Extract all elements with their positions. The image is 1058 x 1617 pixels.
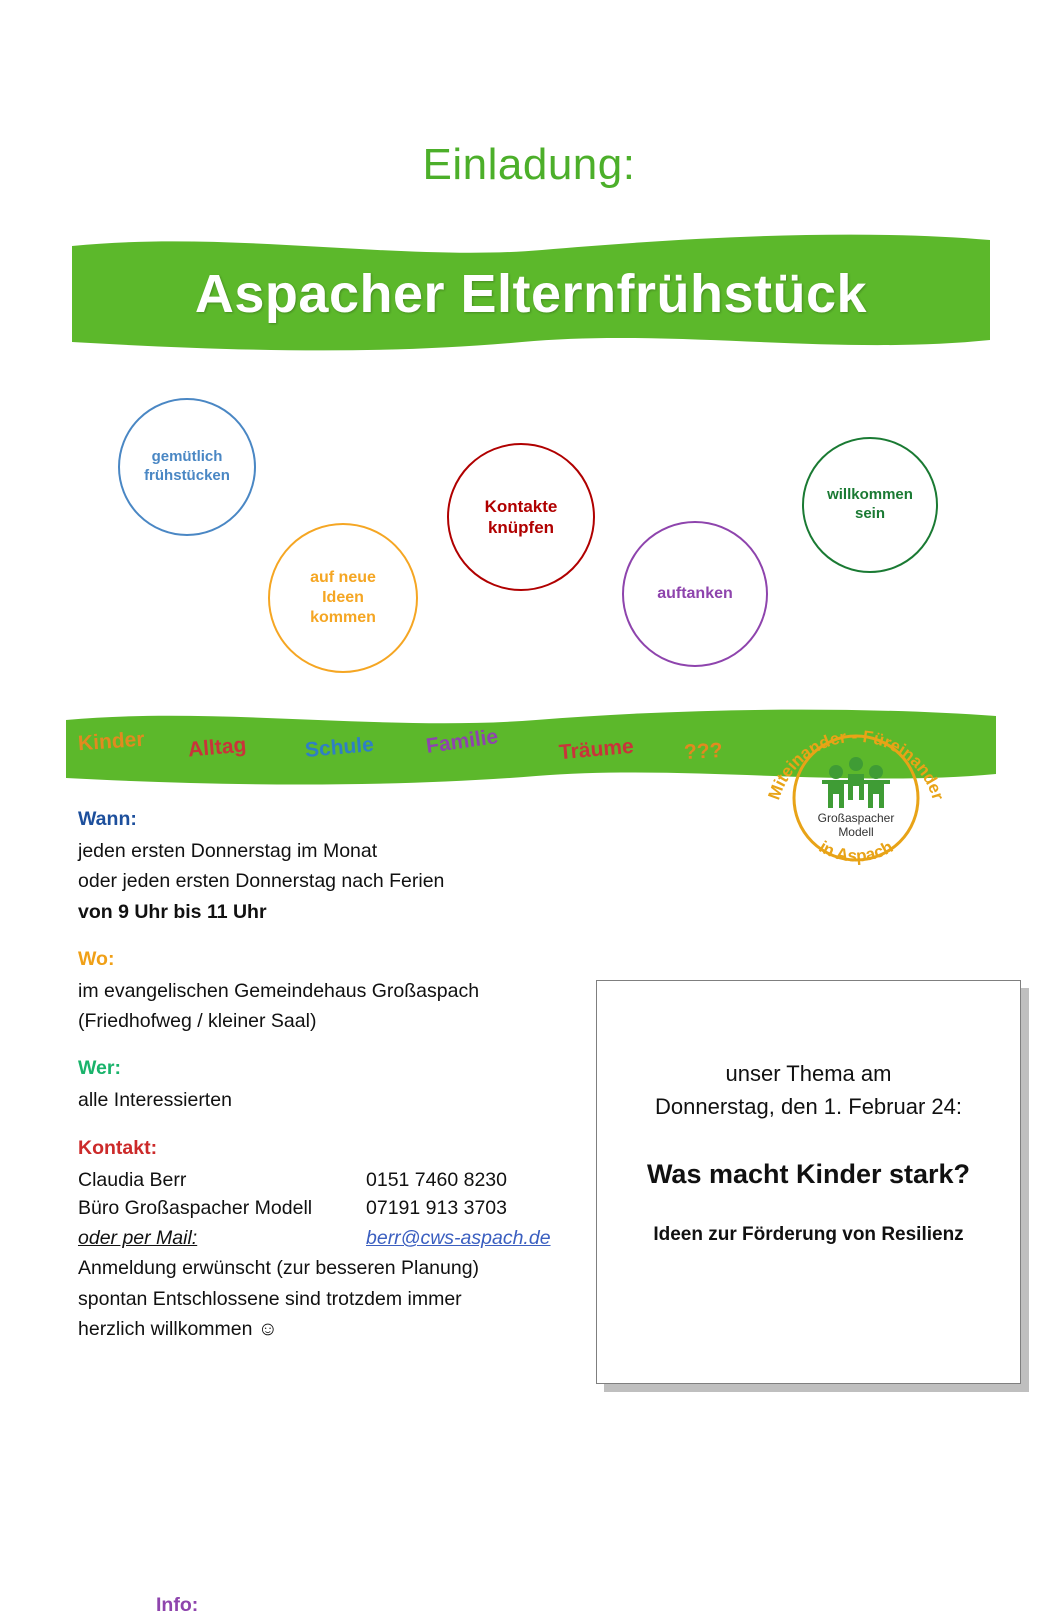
circle-auf-neue-ideen-kommen <box>268 523 418 673</box>
mail-label: oder per Mail: <box>78 1227 198 1250</box>
svg-text:Großaspacher: Großaspacher <box>817 811 895 825</box>
circle-line-2: Ideen <box>322 589 364 606</box>
theme-intro-line-1: unser Thema am <box>725 1061 892 1086</box>
circle-line-1: auftanken <box>657 585 733 602</box>
contact-phone-2: 07191 913 3703 <box>366 1196 507 1219</box>
circle-line-3: kommen <box>310 609 376 626</box>
circle-line-1: Kontakte <box>484 496 558 516</box>
circle-line-1: auf neue <box>310 569 376 586</box>
label-wer: Wer: <box>78 1057 121 1080</box>
circle-line-1: gemütlich <box>151 448 223 466</box>
label-wann: Wann: <box>78 808 137 830</box>
keyword-schule: Schule <box>304 733 375 762</box>
wann-line-2: oder jeden ersten Donnerstag nach Ferien <box>78 870 445 893</box>
theme-box <box>596 980 1021 1384</box>
label-info: Info: <box>156 1594 199 1616</box>
wo-line-2: (Friedhofweg / kleiner Saal) <box>78 1010 317 1033</box>
wer-line-1: alle Interessierten <box>78 1089 232 1112</box>
info-line-2: spontan Entschlossene sind trotzdem immer <box>78 1287 462 1310</box>
keyword-traeume: Träume <box>558 734 635 765</box>
contact-mail-row <box>78 1224 598 1252</box>
wo-line-1: im evangelischen Gemeindehaus Großaspach <box>78 979 480 1002</box>
info-line-3: herzlich willkommen ☺ <box>78 1317 278 1340</box>
figures-icon <box>822 757 890 808</box>
keyword-alltag: Alltag <box>187 733 248 762</box>
contact-name-2: Büro Großaspacher Modell <box>78 1196 313 1219</box>
info-block <box>78 786 598 1616</box>
mail-address-link[interactable]: berr@cws-aspach.de <box>366 1227 551 1250</box>
svg-text:in Aspach: in Aspach <box>815 837 897 866</box>
wann-line-1: jeden ersten Donnerstag im Monat <box>78 840 378 862</box>
keyword-kinder: Kinder <box>77 727 146 756</box>
grossaspacher-modell-logo <box>758 700 954 896</box>
label-kontakt: Kontakt: <box>78 1136 158 1159</box>
label-wo: Wo: <box>78 947 115 970</box>
contact-name-1: Claudia Berr <box>78 1168 187 1191</box>
theme-subline: Ideen zur Förderung von Resilienz <box>653 1224 964 1245</box>
contact-phone-1: 0151 7460 8230 <box>366 1168 507 1191</box>
theme-headline: Was macht Kinder stark? <box>646 1159 971 1189</box>
page-title: Einladung: <box>422 140 636 189</box>
circle-line-2: frühstücken <box>144 467 230 484</box>
circle-willkommen-sein <box>802 437 938 573</box>
svg-text:Modell: Modell <box>838 825 874 839</box>
contact-row-1 <box>78 1166 598 1194</box>
circle-auftanken <box>622 521 768 667</box>
circle-line-2: sein <box>854 505 885 522</box>
info-line-1: Anmeldung erwünscht (zur besseren Planung) <box>78 1257 480 1280</box>
keyword-familie: Familie <box>424 725 500 758</box>
circle-line-2: knüpfen <box>487 518 555 537</box>
wann-line-3: von 9 Uhr bis 11 Uhr <box>78 900 267 923</box>
theme-intro-line-2: Donnerstag, den 1. Februar 24: <box>655 1094 962 1119</box>
svg-text:Miteinander - Füreinander: Miteinander - Füreinander <box>764 726 948 803</box>
circle-gemuetlich-fruehstuecken <box>118 398 256 536</box>
circle-kontakte-knuepfen <box>447 443 595 591</box>
banner-heading: Aspacher Elternfrühstück <box>194 264 868 324</box>
main-banner <box>72 228 990 360</box>
contact-row-2 <box>78 1194 598 1222</box>
circle-line-1: willkommen <box>827 486 913 504</box>
keyword-fragezeichen: ??? <box>683 739 724 764</box>
